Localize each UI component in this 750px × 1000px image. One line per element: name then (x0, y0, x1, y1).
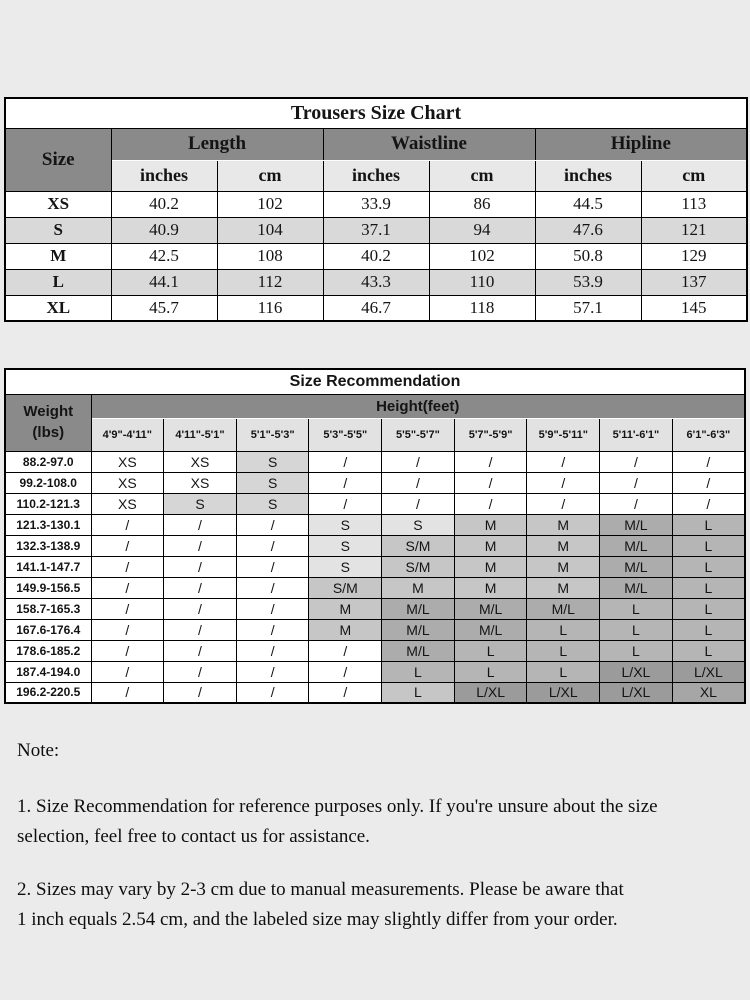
not-applicable-cell: / (309, 640, 382, 661)
size-label: XS (5, 191, 111, 217)
size-recommendation-cell: M/L (600, 577, 673, 598)
not-applicable-cell: / (164, 619, 237, 640)
size-recommendation-cell: M/L (382, 619, 455, 640)
not-applicable-cell: / (236, 514, 309, 535)
measurement-value: 86 (429, 191, 535, 217)
size-recommendation-cell: M (454, 556, 527, 577)
size-recommendation-cell: L (382, 682, 455, 703)
not-applicable-cell: / (236, 682, 309, 703)
measurement-value: 40.2 (323, 243, 429, 269)
not-applicable-cell: / (527, 493, 600, 514)
height-range-header: 5'3"-5'5" (309, 418, 382, 451)
measurement-value: 110 (429, 269, 535, 295)
not-applicable-cell: / (164, 682, 237, 703)
not-applicable-cell: / (236, 640, 309, 661)
measurement-value: 47.6 (535, 217, 641, 243)
not-applicable-cell: / (309, 451, 382, 472)
note-1-line-2: selection, feel free to contact us for assistance. (17, 826, 370, 847)
size-chart-row (5, 191, 747, 217)
not-applicable-cell: / (236, 535, 309, 556)
not-applicable-cell: / (91, 598, 164, 619)
size-recommendation-cell: M/L (382, 640, 455, 661)
size-recommendation-cell: S (309, 556, 382, 577)
waistline-inches-header: inches (323, 160, 429, 191)
measurement-value: 44.1 (111, 269, 217, 295)
height-range-header: 4'9"-4'11" (91, 418, 164, 451)
not-applicable-cell: / (382, 493, 455, 514)
size-recommendation-cell: XL (672, 682, 745, 703)
recommendation-row (5, 535, 745, 556)
measurement-value: 50.8 (535, 243, 641, 269)
size-recommendation-cell: L (672, 619, 745, 640)
size-recommendation-cell: S (236, 493, 309, 514)
size-chart-row (5, 295, 747, 321)
size-recommendation-cell: S/M (382, 535, 455, 556)
size-recommendation-cell: M/L (600, 556, 673, 577)
measurement-value: 53.9 (535, 269, 641, 295)
height-range-header: 6'1"-6'3" (672, 418, 745, 451)
weight-range-label: 149.9-156.5 (5, 577, 91, 598)
note-2-line-1: 2. Sizes may vary by 2-3 cm due to manual measurements. Please be aware that (17, 879, 624, 900)
size-recommendation-cell: L (600, 640, 673, 661)
size-recommendation-cell: S/M (382, 556, 455, 577)
height-ranges-row (5, 418, 745, 451)
measurement-value: 46.7 (323, 295, 429, 321)
size-chart-row (5, 269, 747, 295)
weight-range-label: 196.2-220.5 (5, 682, 91, 703)
size-recommendation-cell: M/L (527, 598, 600, 619)
not-applicable-cell: / (600, 451, 673, 472)
recommendation-row (5, 619, 745, 640)
not-applicable-cell: / (236, 619, 309, 640)
not-applicable-cell: / (91, 577, 164, 598)
size-recommendation-cell: M/L (454, 598, 527, 619)
not-applicable-cell: / (236, 577, 309, 598)
size-chart-group-header-row (5, 128, 747, 160)
note-2-line-2: 1 inch equals 2.54 cm, and the labeled size may slightly differ from your order. (17, 909, 618, 930)
measurement-value: 108 (217, 243, 323, 269)
not-applicable-cell: / (236, 556, 309, 577)
measurement-value: 145 (641, 295, 747, 321)
not-applicable-cell: / (91, 619, 164, 640)
size-recommendation-cell: L/XL (454, 682, 527, 703)
recommendation-row (5, 577, 745, 598)
not-applicable-cell: / (164, 661, 237, 682)
measurement-value: 104 (217, 217, 323, 243)
recommendation-row (5, 661, 745, 682)
size-recommendation-cell: L (454, 661, 527, 682)
measurement-value: 137 (641, 269, 747, 295)
weight-header-line1: Weight (23, 403, 74, 421)
not-applicable-cell: / (164, 577, 237, 598)
not-applicable-cell: / (91, 661, 164, 682)
size-chart-row (5, 217, 747, 243)
recommendation-row (5, 682, 745, 703)
measurement-value: 129 (641, 243, 747, 269)
recommendation-row (5, 640, 745, 661)
size-chart-title: Trousers Size Chart (5, 98, 747, 128)
size-recommendation-cell: M (527, 577, 600, 598)
size-recommendation-cell: M (309, 598, 382, 619)
measurement-value: 33.9 (323, 191, 429, 217)
not-applicable-cell: / (164, 598, 237, 619)
weight-header-line2: (lbs) (32, 423, 65, 441)
weight-range-label: 158.7-165.3 (5, 598, 91, 619)
size-recommendation-cell: XS (164, 472, 237, 493)
weight-range-label: 167.6-176.4 (5, 619, 91, 640)
height-range-header: 5'7"-5'9" (454, 418, 527, 451)
recommendation-row (5, 493, 745, 514)
not-applicable-cell: / (91, 682, 164, 703)
size-recommendation-cell: M (309, 619, 382, 640)
size-label: XL (5, 295, 111, 321)
hipline-cm-header: cm (641, 160, 747, 191)
not-applicable-cell: / (382, 472, 455, 493)
hipline-group-header: Hipline (535, 128, 747, 160)
not-applicable-cell: / (527, 451, 600, 472)
measurement-value: 113 (641, 191, 747, 217)
not-applicable-cell: / (600, 472, 673, 493)
recommendation-body (5, 451, 745, 703)
size-column-header: Size (5, 128, 111, 191)
size-recommendation-cell: S/M (309, 577, 382, 598)
size-recommendation-cell: S (236, 451, 309, 472)
not-applicable-cell: / (164, 556, 237, 577)
not-applicable-cell: / (309, 472, 382, 493)
size-recommendation-cell: L (600, 619, 673, 640)
not-applicable-cell: / (309, 493, 382, 514)
not-applicable-cell: / (164, 514, 237, 535)
not-applicable-cell: / (382, 451, 455, 472)
not-applicable-cell: / (309, 661, 382, 682)
recommendation-title-row (5, 369, 745, 394)
size-recommendation-cell: L (600, 598, 673, 619)
recommendation-header-row (5, 394, 745, 418)
not-applicable-cell: / (527, 472, 600, 493)
measurement-value: 44.5 (535, 191, 641, 217)
weight-range-label: 178.6-185.2 (5, 640, 91, 661)
weight-range-label: 99.2-108.0 (5, 472, 91, 493)
height-range-header: 5'1"-5'3" (236, 418, 309, 451)
recommendation-row (5, 514, 745, 535)
units-header-row (5, 160, 747, 191)
height-feet-header: Height(feet) (91, 394, 745, 418)
weight-column-header (5, 394, 91, 451)
measurement-value: 121 (641, 217, 747, 243)
size-recommendation-cell: L/XL (600, 682, 673, 703)
waistline-group-header: Waistline (323, 128, 535, 160)
measurement-value: 102 (217, 191, 323, 217)
size-recommendation-cell: M/L (600, 535, 673, 556)
size-recommendation-cell: L (672, 640, 745, 661)
size-recommendation-cell: L (672, 514, 745, 535)
size-recommendation-cell: L (382, 661, 455, 682)
not-applicable-cell: / (454, 451, 527, 472)
size-recommendation-cell: M (527, 556, 600, 577)
size-recommendation-cell: L (672, 598, 745, 619)
size-recommendation-cell: L (527, 619, 600, 640)
note-1-line-1: 1. Size Recommendation for reference purposes only. If you're unsure about the size (17, 796, 658, 817)
size-recommendation-cell: L (672, 577, 745, 598)
size-recommendation-cell: M/L (454, 619, 527, 640)
size-recommendation-cell: XS (164, 451, 237, 472)
not-applicable-cell: / (91, 640, 164, 661)
size-chart-body (5, 191, 747, 321)
not-applicable-cell: / (454, 493, 527, 514)
weight-range-label: 88.2-97.0 (5, 451, 91, 472)
not-applicable-cell: / (91, 556, 164, 577)
notes-heading: Note: (17, 740, 60, 761)
hipline-inches-header: inches (535, 160, 641, 191)
size-recommendation-cell: L/XL (672, 661, 745, 682)
not-applicable-cell: / (236, 598, 309, 619)
recommendation-row (5, 472, 745, 493)
size-recommendation-cell: L (672, 535, 745, 556)
length-cm-header: cm (217, 160, 323, 191)
measurement-value: 45.7 (111, 295, 217, 321)
notes-section (4, 704, 746, 935)
size-recommendation-cell: XS (91, 451, 164, 472)
size-recommendation-cell: M (454, 535, 527, 556)
size-recommendation-cell: S (309, 535, 382, 556)
measurement-value: 102 (429, 243, 535, 269)
not-applicable-cell: / (672, 472, 745, 493)
length-inches-header: inches (111, 160, 217, 191)
not-applicable-cell: / (91, 535, 164, 556)
size-label: M (5, 243, 111, 269)
size-chart-row (5, 243, 747, 269)
not-applicable-cell: / (672, 493, 745, 514)
size-recommendation-cell: L (454, 640, 527, 661)
measurement-value: 57.1 (535, 295, 641, 321)
size-label: S (5, 217, 111, 243)
size-recommendation-cell: XS (91, 493, 164, 514)
measurement-value: 42.5 (111, 243, 217, 269)
size-recommendation-cell: L/XL (527, 682, 600, 703)
length-group-header: Length (111, 128, 323, 160)
size-recommendation-cell: M (454, 514, 527, 535)
note-1 (17, 792, 732, 852)
measurement-value: 40.9 (111, 217, 217, 243)
recommendation-title: Size Recommendation (5, 369, 745, 394)
measurement-value: 112 (217, 269, 323, 295)
height-range-header: 4'11"-5'1" (164, 418, 237, 451)
measurement-value: 118 (429, 295, 535, 321)
size-recommendation-cell: M (527, 514, 600, 535)
size-recommendation-cell: XS (91, 472, 164, 493)
not-applicable-cell: / (309, 682, 382, 703)
not-applicable-cell: / (164, 640, 237, 661)
recommendation-row (5, 598, 745, 619)
weight-range-label: 141.1-147.7 (5, 556, 91, 577)
size-recommendation-cell: L (527, 640, 600, 661)
size-recommendation-cell: M/L (600, 514, 673, 535)
not-applicable-cell: / (91, 514, 164, 535)
measurement-value: 116 (217, 295, 323, 321)
recommendation-row (5, 451, 745, 472)
size-recommendation-cell: M (454, 577, 527, 598)
recommendation-row (5, 556, 745, 577)
size-recommendation-cell: M/L (382, 598, 455, 619)
measurement-value: 37.1 (323, 217, 429, 243)
weight-range-label: 110.2-121.3 (5, 493, 91, 514)
size-recommendation-cell: L (527, 661, 600, 682)
height-range-header: 5'9"-5'11" (527, 418, 600, 451)
waistline-cm-header: cm (429, 160, 535, 191)
size-recommendation-cell: M (527, 535, 600, 556)
weight-range-label: 121.3-130.1 (5, 514, 91, 535)
not-applicable-cell: / (672, 451, 745, 472)
size-recommendation-cell: M (382, 577, 455, 598)
measurement-value: 94 (429, 217, 535, 243)
size-label: L (5, 269, 111, 295)
height-range-header: 5'5"-5'7" (382, 418, 455, 451)
size-recommendation-table (4, 368, 746, 704)
size-recommendation-cell: S (236, 472, 309, 493)
note-2 (17, 875, 732, 935)
weight-range-label: 132.3-138.9 (5, 535, 91, 556)
size-recommendation-cell: S (309, 514, 382, 535)
height-range-header: 5'11'-6'1" (600, 418, 673, 451)
size-recommendation-cell: L/XL (600, 661, 673, 682)
not-applicable-cell: / (454, 472, 527, 493)
trousers-size-chart-table (4, 97, 748, 322)
not-applicable-cell: / (236, 661, 309, 682)
not-applicable-cell: / (600, 493, 673, 514)
measurement-value: 40.2 (111, 191, 217, 217)
measurement-value: 43.3 (323, 269, 429, 295)
weight-range-label: 187.4-194.0 (5, 661, 91, 682)
size-chart-title-row (5, 98, 747, 128)
size-recommendation-cell: L (672, 556, 745, 577)
size-recommendation-cell: S (164, 493, 237, 514)
size-recommendation-cell: S (382, 514, 455, 535)
not-applicable-cell: / (164, 535, 237, 556)
